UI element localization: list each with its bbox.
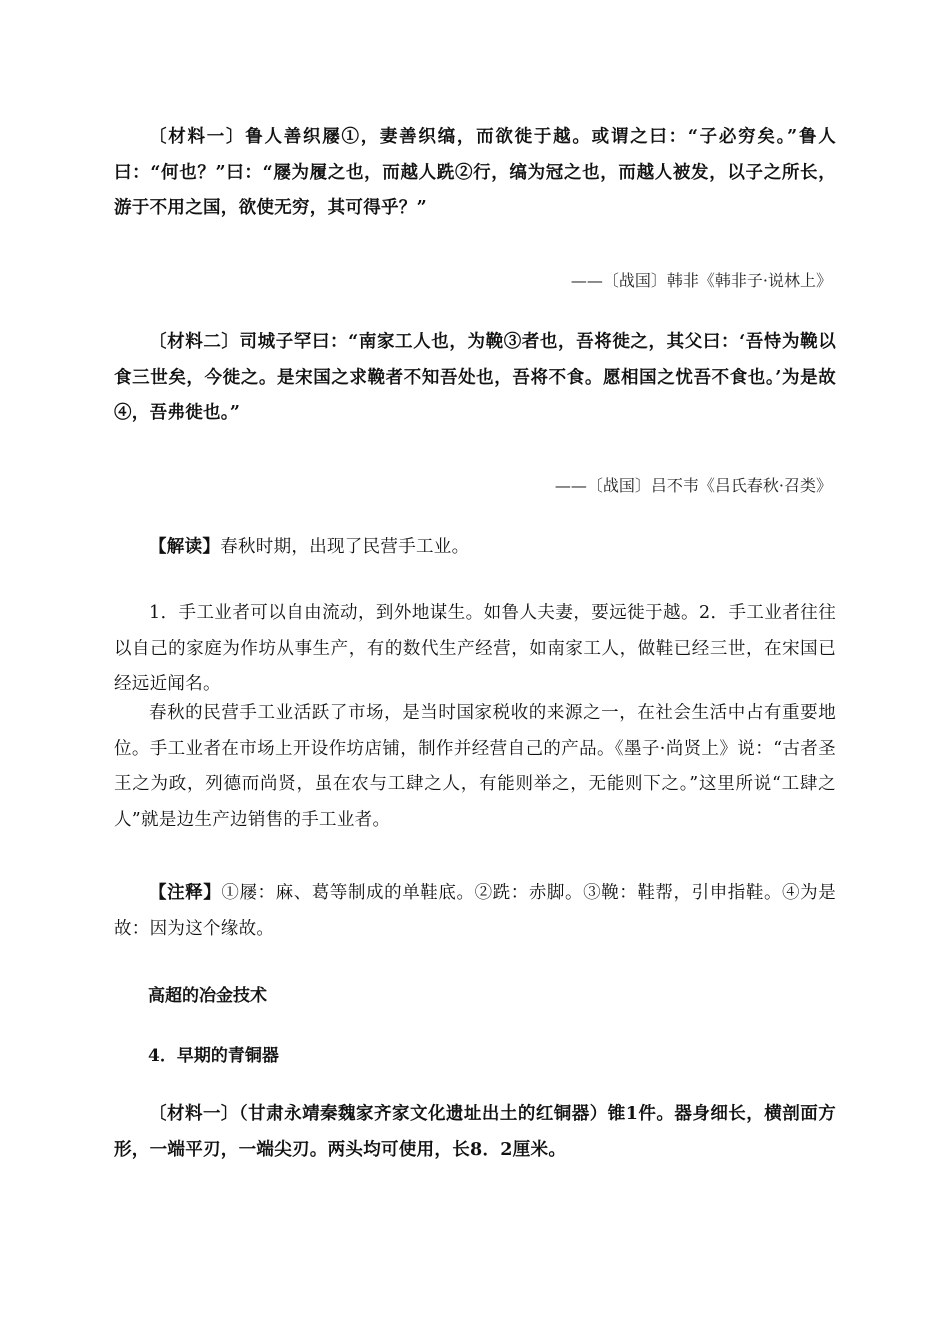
- notes-label: 【注释】: [149, 883, 222, 903]
- notes-paragraph: [114, 876, 836, 947]
- material-one-source: ——〔战国〕韩非《韩非子·说林上》: [570, 271, 832, 290]
- material-one-text: 〔材料一〕鲁人善织屦①，妻善织缟，而欲徙于越。或谓之曰：“子必穷矣。”鲁人曰：“何也？”曰：“屦为履之也，而越人跣②行，缟为冠之也，而越人被发，以子之所长，游于不用之国，欲使无穷，其可得乎？”: [114, 127, 836, 218]
- material-two-text: 〔材料二〕司城子罕曰：“南家工人也，为鞔③者也，吾将徙之，其父曰：‘吾恃为鞔以食三世矣，今徙之。是宋国之求鞔者不知吾处也，吾将不食。愿相国之忧吾不食也。’为是故④，吾弗徙也。”: [114, 332, 836, 423]
- points-paragraph: 1．手工业者可以自由流动，到外地谋生。如鲁人夫妻，要远徙于越。2．手工业者往往以自己的家庭为作坊从事生产，有的数代生产经营，如南家工人，做鞋已经三世，在宋国已经远近闻名。: [114, 603, 836, 694]
- interpretation-paragraph: [114, 530, 836, 566]
- section-title: 高超的冶金技术: [148, 986, 267, 1006]
- subsection-title: 4．早期的青铜器: [148, 1046, 279, 1066]
- market-paragraph: 春秋的民营手工业活跃了市场，是当时国家税收的来源之一，在社会生活中占有重要地位。手工业者在市场上开设作坊店铺，制作并经营自己的产品。《墨子·尚贤上》说：“古者圣王之为政，列德而尚贤，虽在农与工肆之人，有能则举之，无能则下之。”这里所说“工肆之人”就是边生产边销售的手工业者。: [114, 703, 836, 830]
- interpretation-text: 春秋时期，出现了民营手工业。: [220, 537, 470, 557]
- material-two-source: ——〔战国〕吕不韦《吕氏春秋·召类》: [554, 476, 832, 495]
- notes-text: ①屦：麻、葛等制成的单鞋底。②跣：赤脚。③鞔：鞋帮，引申指鞋。④为是故：因为这个缘故。: [114, 883, 837, 939]
- interpretation-label: 【解读】: [149, 537, 221, 557]
- material-three-text: 〔材料一〕（甘肃永靖秦魏家齐家文化遗址出土的红铜器）锥1件。器身细长，横剖面方形，一端平刃，一端尖刃。两头均可使用，长8．2厘米。: [114, 1104, 836, 1160]
